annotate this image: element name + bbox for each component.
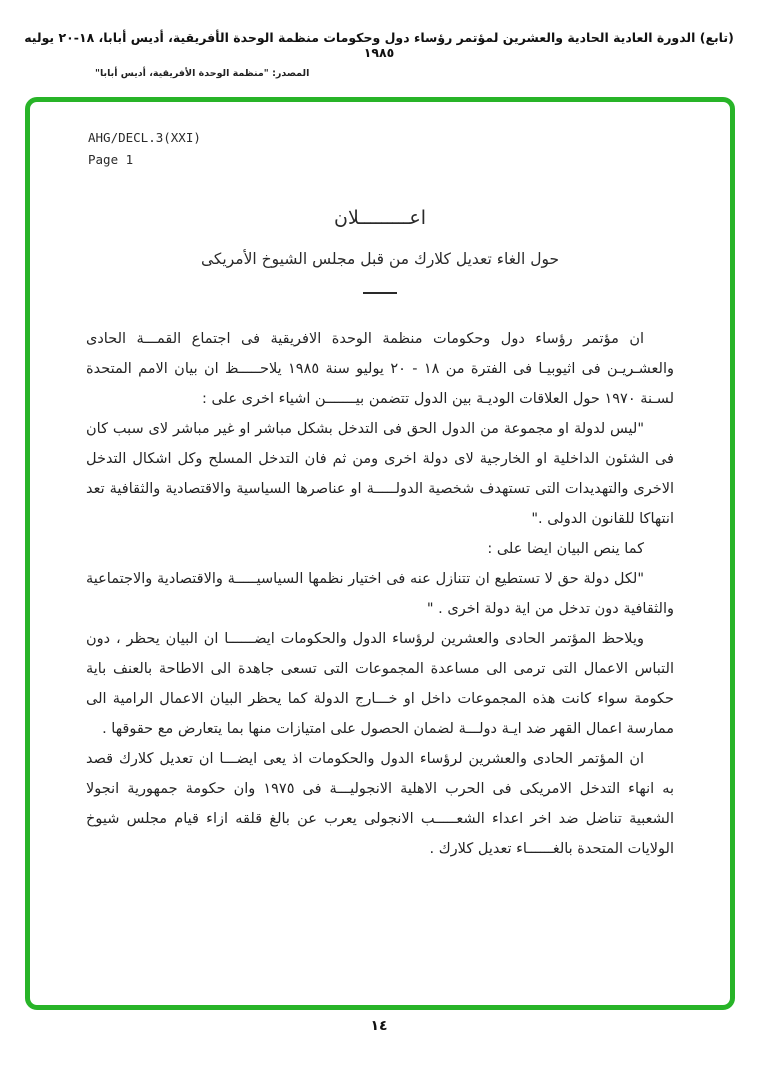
page-number: ١٤	[370, 1018, 388, 1034]
paragraph-1: ان مؤتمر رؤساء دول وحكومات منظمة الوحدة الافريقية فى اجتماع القمـــة الحادى والعشـريـن فى اثيوبيـا فى الفترة من ١٨ - ٢٠ يوليو سنة ١٩٨٥ يلاحـــــظ ان بيان الامم المتحدة لسـنة ١٩٧٠ حول العلاقات الوديـة بين الدول تتضمن بيـــــــن اشياء اخرى على :	[86, 331, 674, 407]
paragraph-5: ويلاحظ المؤتمر الحادى والعشرين لرؤساء الدول والحكومات ايضــــــا ان البيان يحظر ، دون التباس الاعمال التى ترمى الى مساعدة المجموعات التى تسعى جاهدة الى الاطاحة بالعنف باية حكومة سواء كانت هذه المجموعات داخل او خـــارج الدولة كما يحظر البيان الاعمال الرامية الى ممارسة اعمال القهر ضد ايـة دولـــة لضمان الحصول على امتيازات منها بما يتعارض مع حقوقها .	[86, 631, 674, 737]
session-title-text: (تابع) الدورة العادية الحادية والعشرين لمؤتمر رؤساء دول وحكومات منظمة الوحدة الأفريقية، أديس أبابا، ١٨-٢٠ يوليه ١٩٨٥	[24, 30, 734, 60]
source-attribution-text: المصدر: "منظمة الوحدة الأفريقية، أديس أبابا"	[95, 68, 310, 79]
document-page-label: Page 1	[88, 152, 134, 167]
document-reference-block	[88, 127, 201, 171]
document-reference: AHG/DECL.3(XXI)	[88, 130, 201, 145]
source-header	[0, 0, 758, 79]
document-frame	[25, 97, 735, 1010]
paragraph-2-quote: "ليس لدولة او مجموعة من الدول الحق فى التدخل بشكل مباشر او غير مباشر لاى سبب كان فى الشئون الداخلية او الخارجية لاى دولة اخرى ومن ثم فان التدخل المسلح وكل اشكال التدخل الاخرى والتهديدات التى تستهدف شخصية الدولـــــة او عناصرها السياسية والاقتصادية والثقافية تعد انتهاكا للقانون الدولى ."	[86, 421, 674, 527]
title-underline	[363, 292, 397, 294]
paragraph-3: كما ينص البيان ايضا على :	[487, 541, 644, 557]
paragraph-4-quote: "لكل دولة حق لا تستطيع ان تتنازل عنه فى اختيار نظمها السياسيـــــة والاقتصادية والاجتماعية والثقافية دون تدخل من اية دولة اخرى . "	[86, 571, 674, 617]
declaration-title: اعـــــــــلان	[333, 207, 426, 229]
declaration-subtitle: حول الغاء تعديل كلارك من قبل مجلس الشيوخ الأمريكى	[200, 250, 560, 268]
document-body	[86, 324, 674, 864]
paragraph-6: ان المؤتمر الحادى والعشرين لرؤساء الدول والحكومات اذ يعى ايضـــا ان تعديل كلارك قصد به انهاء التدخل الامريكى فى الحرب الاهلية الانجوليـــة فى ١٩٧٥ وان حكومة جمهورية انجولا الشعبية تناضل ضد اخر اعداء الشعـــــب الانجولى يعرب عن بالغ قلقه ازاء قيام مجلس شيوخ الولايات المتحدة بالغــــــاء تعديل كلارك .	[86, 751, 674, 857]
